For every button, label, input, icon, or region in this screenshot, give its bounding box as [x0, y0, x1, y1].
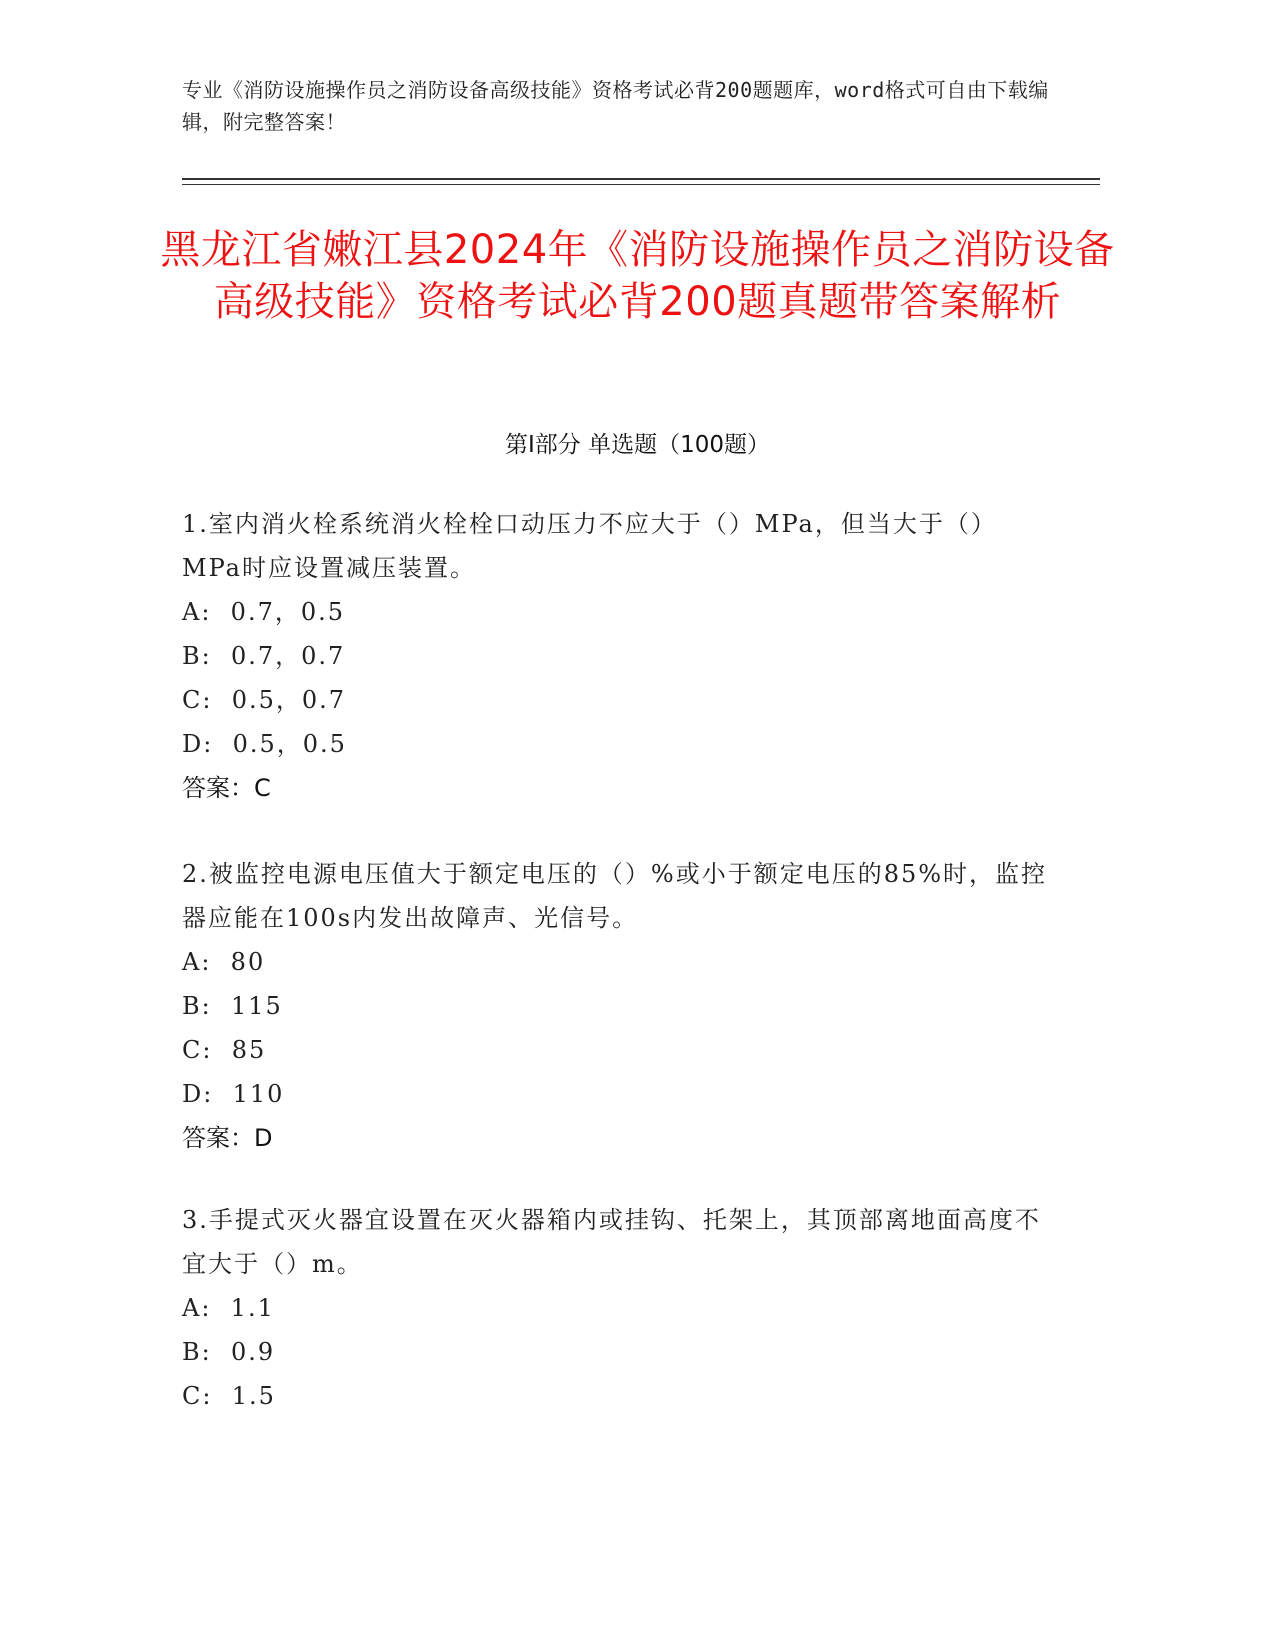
header-divider-thick: [182, 178, 1100, 180]
option-c: C: 85: [182, 1036, 267, 1064]
option-b: B: 0.9: [182, 1338, 276, 1366]
question-stem: 3.手提式灭火器宜设置在灭火器箱内或挂钩、托架上，其顶部离地面高度不宜大于（）m。: [182, 1206, 1041, 1278]
question-1: [182, 502, 1052, 810]
header-note: 专业《消防设施操作员之消防设备高级技能》资格考试必背200题题库，word格式可自由下载编辑，附完整答案！: [182, 78, 1049, 134]
question-3: [182, 1198, 1052, 1418]
option-c: C: 1.5: [182, 1382, 276, 1410]
section-heading: 第I部分 单选题（100题）: [505, 432, 770, 458]
option-a: A: 80: [182, 948, 266, 976]
option-b: B: 0.7，0.7: [182, 642, 346, 670]
option-b: B: 115: [182, 992, 283, 1020]
answer: 答案：D: [182, 1124, 273, 1152]
header-divider-thin: [182, 184, 1100, 185]
question-stem: 2.被监控电源电压值大于额定电压的（）%或小于额定电压的85%时，监控器应能在100s内发出故障声、光信号。: [182, 860, 1048, 932]
option-c: C: 0.5，0.7: [182, 686, 347, 714]
question-2: [182, 852, 1052, 1160]
question-stem: 1.室内消火栓系统消火栓栓口动压力不应大于（）MPa，但当大于（）MPa时应设置减压装置。: [182, 510, 997, 582]
answer: 答案：C: [182, 774, 271, 802]
option-a: A: 0.7，0.5: [182, 598, 346, 626]
document-title: 黑龙江省嫩江县2024年《消防设施操作员之消防设备高级技能》资格考试必背200题真题带答案解析: [160, 227, 1115, 325]
option-a: A: 1.1: [182, 1294, 275, 1322]
option-d: D: 110: [182, 1080, 285, 1108]
option-d: D: 0.5，0.5: [182, 730, 347, 758]
